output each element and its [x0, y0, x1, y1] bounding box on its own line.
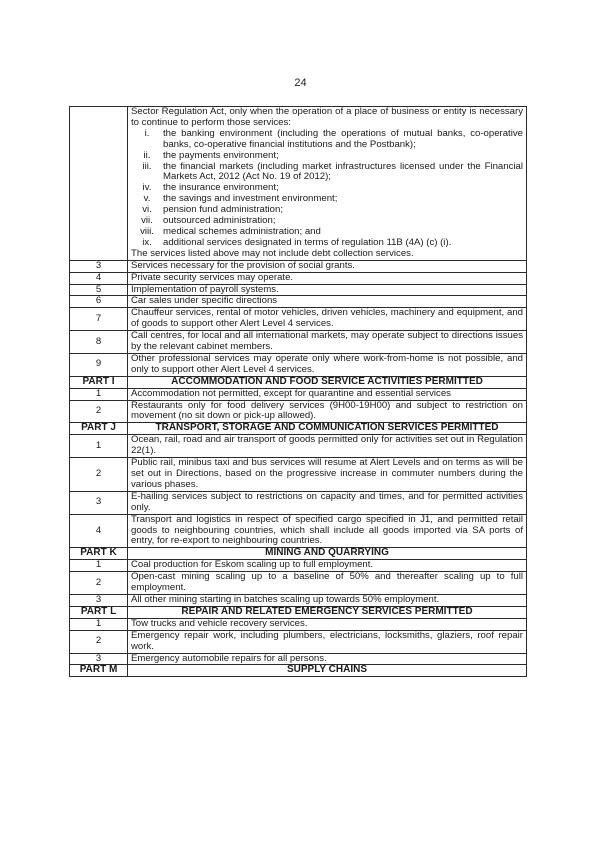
row-text: SUPPLY CHAINS: [128, 665, 527, 677]
part-j-header: [70, 423, 527, 435]
list-text: the savings and investment environment;: [163, 193, 338, 205]
row-number: PART L: [70, 606, 128, 618]
list-numeral: iv.: [142, 182, 152, 194]
table-row: [70, 284, 527, 296]
row-number: [70, 107, 128, 261]
row-text: Open-cast mining scaling up to a baseline of 50% and thereafter scaling up to full employment.: [128, 572, 527, 595]
table-row: [70, 594, 527, 606]
table-row: [70, 630, 527, 653]
list-text: the payments environment;: [163, 149, 279, 161]
row-text: Emergency repair work, including plumbers, electricians, locksmiths, glaziers, roof repair work.: [128, 630, 527, 653]
table-row: [70, 272, 527, 284]
table-row: [70, 400, 527, 423]
row-number: 1: [70, 618, 128, 630]
list-item: [131, 129, 523, 151]
table-row: [70, 458, 527, 492]
row-number: 9: [70, 353, 128, 376]
row-text: Services necessary for the provision of social grants.: [128, 260, 527, 272]
list-text: the financial markets (including market infrastructures licensed under the Financial Markets Act, 2012 (Act No. 19 of 2012);: [163, 160, 523, 183]
list-item: [131, 151, 523, 162]
part-k-header: [70, 548, 527, 560]
row-text: Transport and logistics in respect of specified cargo specified in J1, and permitted retail goods to neighbouring countries, which shall include all goods imported via SA ports of entry, for re-export to neighbouring countries.: [128, 514, 527, 548]
row-text: REPAIR AND RELATED EMERGENCY SERVICES PERMITTED: [128, 606, 527, 618]
row-text: Ocean, rail, road and air transport of goods permitted only for activities set out in Regulation 22(1).: [128, 435, 527, 458]
row-number: 4: [70, 272, 128, 284]
row-number: PART J: [70, 423, 128, 435]
row-number: 2: [70, 400, 128, 423]
row-text: Call centres, for local and all international markets, may operate subject to directions issues by the relevant cabinet members.: [128, 331, 527, 354]
row-text: Other professional services may operate only where work-from-home is not possible, and only to support other Alert Level 4 services.: [128, 353, 527, 376]
list-numeral: iii.: [142, 160, 152, 172]
row-number: 3: [70, 594, 128, 606]
row-number: 1: [70, 435, 128, 458]
row-text: Chauffeur services, rental of motor vehicles, driven vehicles, machinery and equipment, and of goods to support other Alert Level 4 services.: [128, 308, 527, 331]
table-row: [70, 353, 527, 376]
page-number: 24: [294, 77, 307, 89]
row-text: Public rail, minibus taxi and bus services will resume at Alert Levels and on terms as will be set out in Directions, based on the progressive increase in commuter numbers during the various phases.: [128, 458, 527, 492]
row-number: 5: [70, 284, 128, 296]
list-item: [131, 162, 523, 184]
row-number: 1: [70, 388, 128, 400]
part-l-header: [70, 606, 527, 618]
row-text: Restaurants only for food delivery services (9H00-19H00) and subject to restriction on movement (no sit down or pick-up allowed).: [128, 400, 527, 423]
row-number: 2: [70, 630, 128, 653]
list-numeral: v.: [143, 193, 151, 205]
table-row: [70, 296, 527, 308]
part-i-header: [70, 376, 527, 388]
row-number: 8: [70, 331, 128, 354]
row-number: PART K: [70, 548, 128, 560]
list-numeral: vii.: [141, 215, 153, 227]
row-text: Car sales under specific directions: [128, 296, 527, 308]
table-row: [70, 331, 527, 354]
financial-services-cell: [128, 107, 527, 261]
row-text: Accommodation not permitted, except for quarantine and essential services: [128, 388, 527, 400]
list-numeral: viii.: [140, 225, 154, 237]
table-row: [70, 260, 527, 272]
row-text: All other mining starting in batches scaling up towards 50% employment.: [128, 594, 527, 606]
part-m-header: [70, 665, 527, 677]
row-number: 6: [70, 296, 128, 308]
row-text: E-hailing services subject to restrictions on capacity and times, and for permitted activities only.: [128, 491, 527, 514]
row-text: ACCOMMODATION AND FOOD SERVICE ACTIVITIES PERMITTED: [128, 376, 527, 388]
list-text: pension fund administration;: [163, 204, 283, 216]
table-row: [70, 618, 527, 630]
row-number: 1: [70, 560, 128, 572]
row-text: Emergency automobile repairs for all persons.: [128, 653, 527, 665]
row-number: 3: [70, 653, 128, 665]
row-number: 3: [70, 491, 128, 514]
row-number: 7: [70, 308, 128, 331]
list-numeral: ii.: [143, 149, 151, 161]
row-number: 4: [70, 514, 128, 548]
list-text: outsourced administration;: [163, 215, 276, 227]
regulations-table: [69, 106, 527, 677]
table-row: [70, 572, 527, 595]
list-numeral: vi.: [142, 204, 152, 216]
row-number: 2: [70, 572, 128, 595]
table-row: [70, 107, 527, 261]
row-number: 3: [70, 260, 128, 272]
list-text: the banking environment (including the operations of mutual banks, co-operative banks, co-operative financial institutions and the Postbank);: [163, 127, 523, 150]
table-row: [70, 435, 527, 458]
table-row: [70, 388, 527, 400]
row-number: PART I: [70, 376, 128, 388]
row-text: Coal production for Eskom scaling up to full employment.: [128, 560, 527, 572]
table-row: [70, 514, 527, 548]
table-row: [70, 653, 527, 665]
row-number: 2: [70, 458, 128, 492]
row-text: Tow trucks and vehicle recovery services.: [128, 618, 527, 630]
list-text: additional services designated in terms of regulation 11B (4A) (c) (i).: [163, 236, 452, 248]
table-row: [70, 560, 527, 572]
intro-footer: The services listed above may not include debt collection services.: [131, 247, 414, 259]
list-text: the insurance environment;: [163, 182, 279, 194]
table-row: [70, 308, 527, 331]
intro-text: Sector Regulation Act, only when the operation of a place of business or entity is necessary to continue to perform those services:: [131, 106, 523, 128]
list-numeral: ix.: [142, 236, 152, 248]
row-text: Private security services may operate.: [128, 272, 527, 284]
row-number: PART M: [70, 665, 128, 677]
roman-list: [131, 129, 523, 249]
row-text: MINING AND QUARRYING: [128, 548, 527, 560]
row-text: TRANSPORT, STORAGE AND COMMUNICATION SERVICES PERMITTED: [128, 423, 527, 435]
table-row: [70, 491, 527, 514]
list-text: medical schemes administration; and: [163, 225, 321, 237]
list-numeral: i.: [144, 127, 150, 139]
row-text: Implementation of payroll systems.: [128, 284, 527, 296]
